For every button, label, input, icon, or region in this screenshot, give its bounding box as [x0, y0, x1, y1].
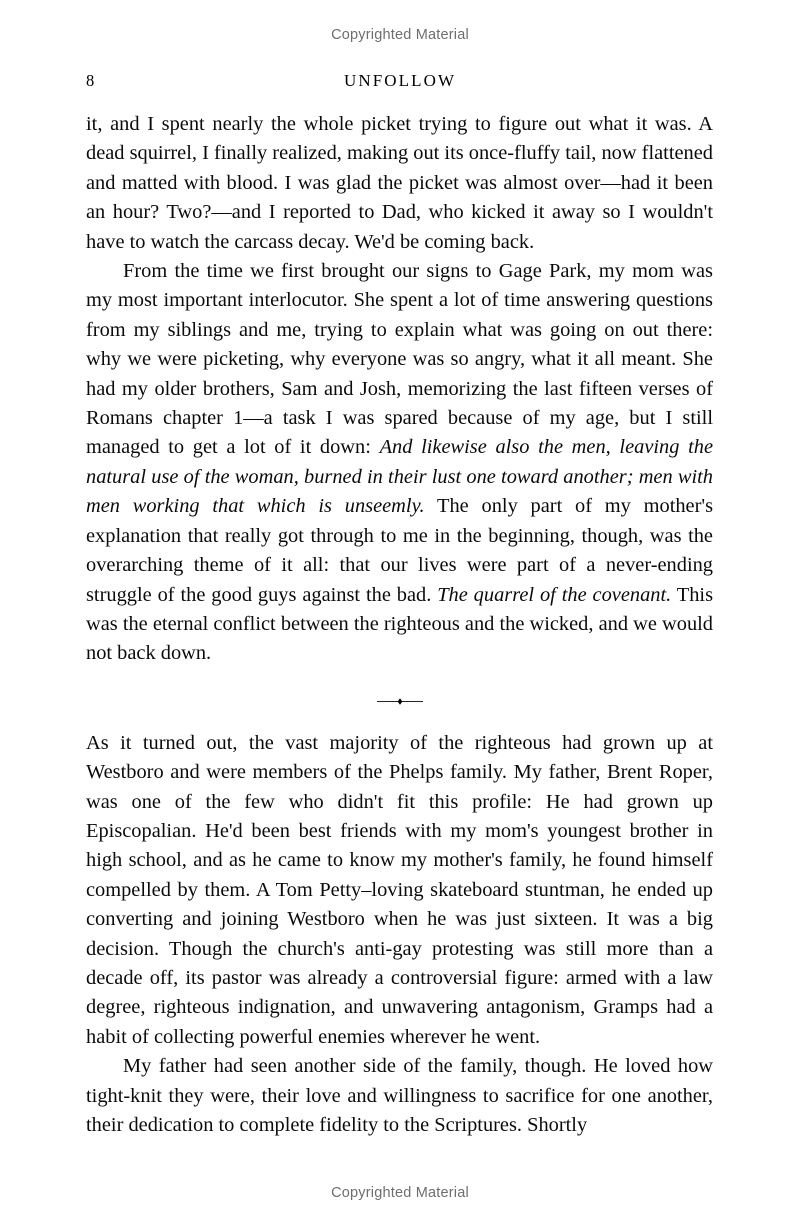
body-text-column: [86, 110, 713, 1140]
section-divider-ornament-icon: [377, 697, 423, 706]
paragraph-1: it, and I spent nearly the whole picket trying to figure out what it was. A dead squirrel, I finally realized, making out its once-fluffy tail, now flattened and matted with blood. I was glad the picket was almost over—had it been an hour? Two?—and I reported to Dad, who kicked it away so I wouldn't have to watch the carcass decay. We'd be coming back.: [86, 113, 713, 253]
page-number: 8: [86, 71, 95, 90]
paragraph-3: As it turned out, the vast majority of the righteous had grown up at Westboro and were members of the Phelps family. My father, Brent Roper, was one of the few who didn't fit this profile: He had grown up Episcopalian. He'd been best friends with my mom's youngest brother in high school, and as he came to know my mother's family, he found himself compelled by them. A Tom Petty–loving skateboard stuntman, he ended up converting and joining Westboro when he was just sixteen. It was a big decision. Though the church's anti-gay protesting was still more than a decade off, its pastor was already a controversial figure: armed with a law degree, righteous indignation, and unwavering antagonism, Gramps had a habit of collecting powerful enemies wherever he went.: [86, 731, 713, 1048]
paragraph-2: [86, 257, 713, 669]
copyright-watermark-top: Copyrighted Material: [331, 27, 469, 43]
paragraph-2-scripture-quote: And likewise also the men, leaving the natural use of the woman, burned in their lust one toward another; men with men working that which is unseemly.: [86, 436, 713, 518]
section-divider: [86, 669, 713, 729]
paragraph-2-segment-roman-2: The only part of my mother's explanation that really got through to me in the beginning, though, was the overarching theme of it all: that our lives were part of a never-ending struggle of the good guys against the bad.: [86, 495, 714, 606]
running-head: [86, 69, 712, 93]
paragraph-2-quarrel-phrase: The quarrel of the covenant.: [437, 583, 672, 606]
paragraph-2-segment-roman-3: This was the eternal conflict between the righteous and the wicked, and we would not back down.: [86, 583, 714, 665]
copyright-watermark-bottom: Copyrighted Material: [331, 1185, 469, 1201]
book-title-header: UNFOLLOW: [343, 71, 457, 90]
paragraph-2-segment-roman-1: From the time we first brought our signs to Gage Park, my mom was my most important interlocutor. She spent a lot of time answering questions from my siblings and me, trying to explain what was going on out there: why we were picketing, why everyone was so angry, what it all meant. She had my older brothers, Sam and Josh, memorizing the last fifteen verses of Romans chapter 1—a task I was spared because of my age, but I still managed to get a lot of it down:: [86, 260, 713, 459]
paragraph-4: My father had seen another side of the family, though. He loved how tight-knit they were, their love and willingness to sacrifice for one another, their dedication to complete fidelity to the Scriptures. Shortly: [86, 1055, 713, 1136]
